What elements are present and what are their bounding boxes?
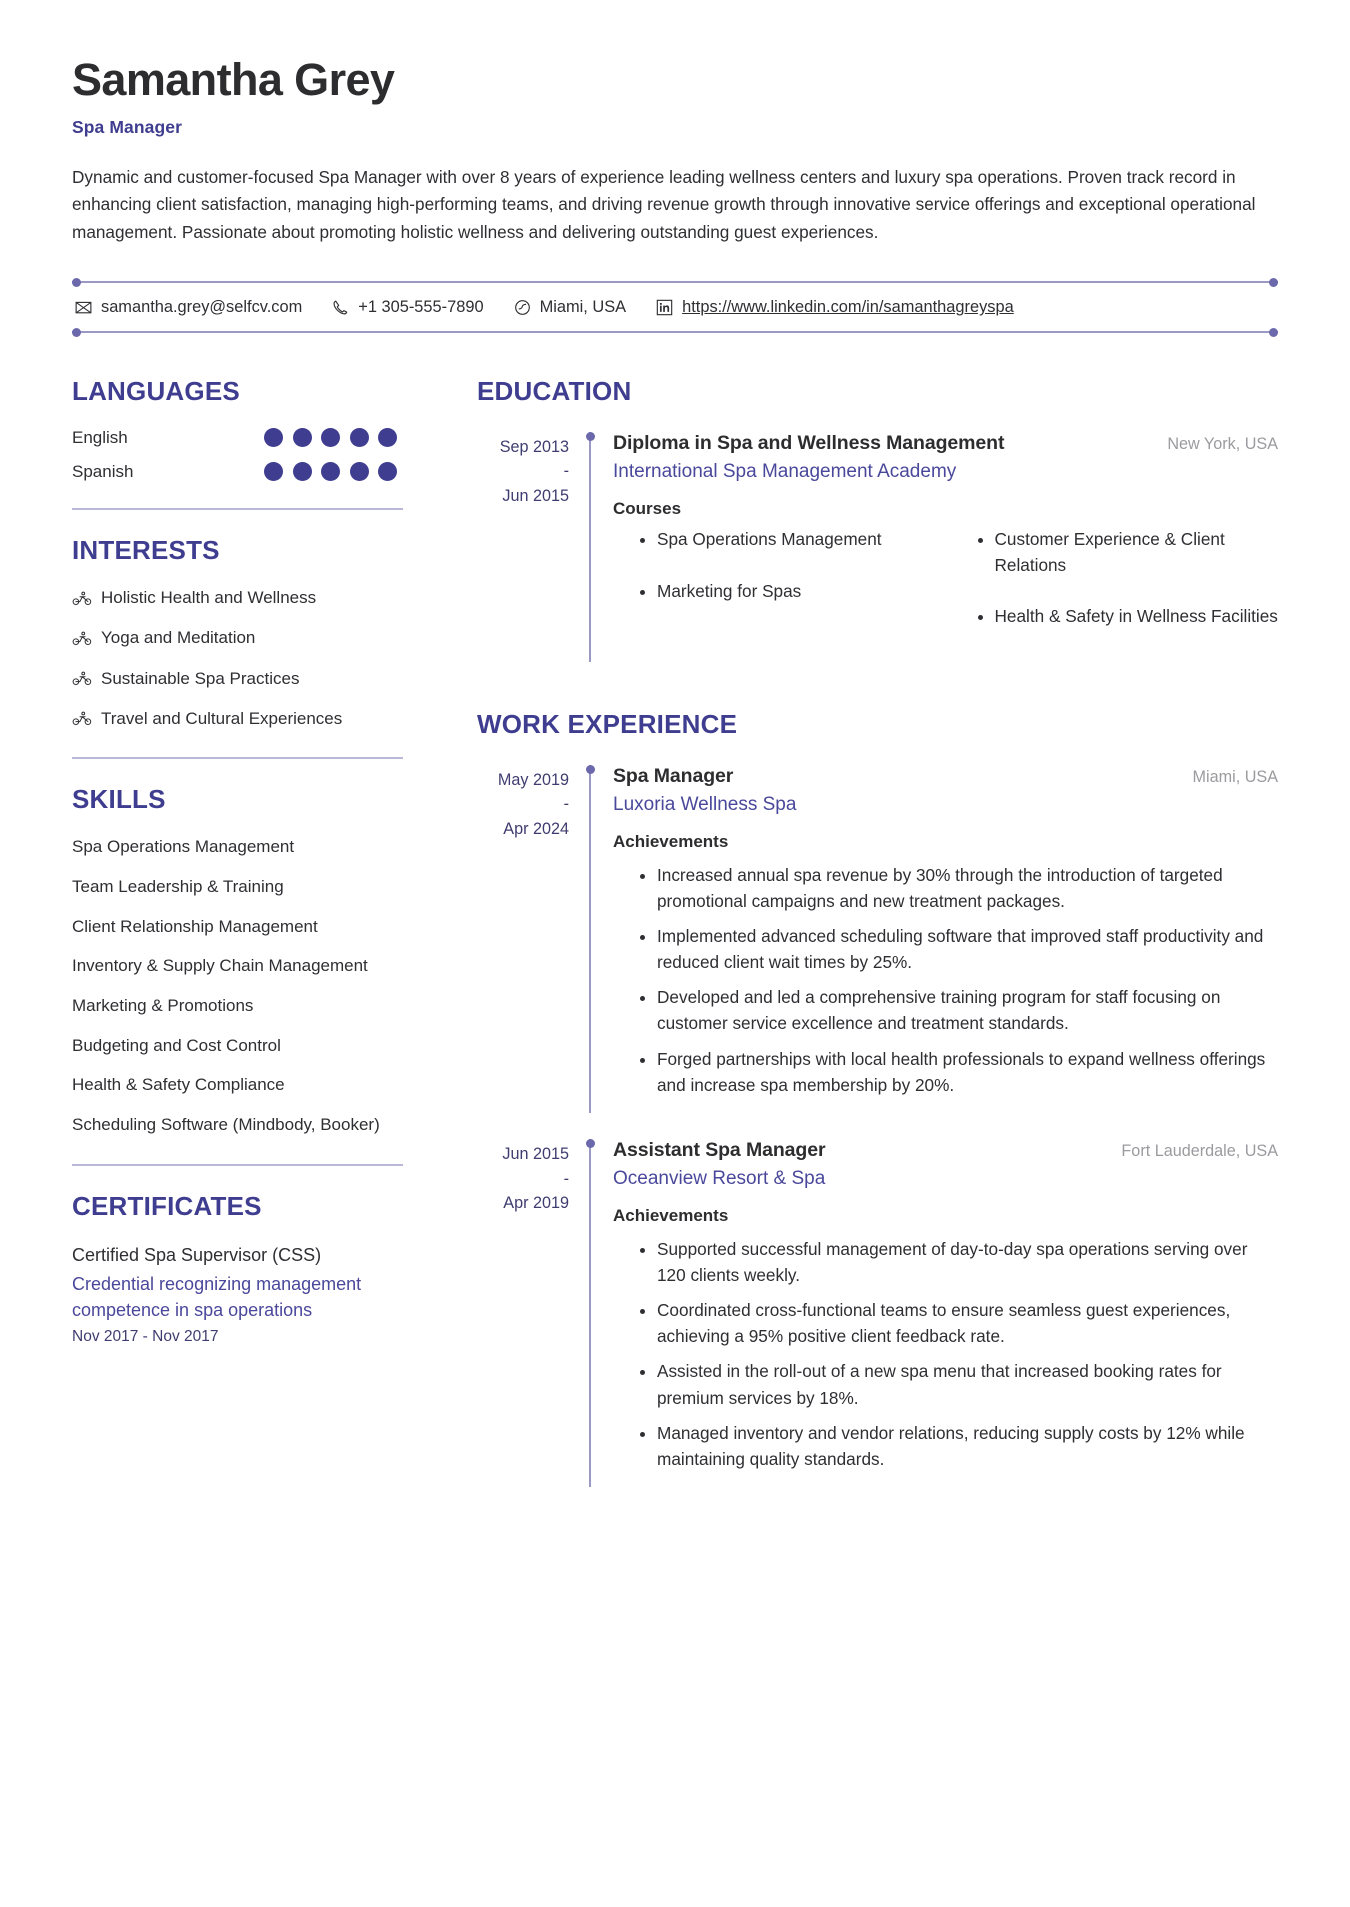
interest-item <box>72 667 403 691</box>
linkedin-icon <box>656 299 673 316</box>
achievements-list <box>613 1236 1278 1472</box>
professional-summary: Dynamic and customer-focused Spa Manager with over 8 years of experience leading wellness centers and luxury spa operations. Proven track record in enhancing client satisfaction, managing high-performing teams, and driving revenue growth through innovative service offerings and exceptional operational management. Passionate about promoting holistic wellness and delivering outstanding guest experiences. <box>72 166 1256 243</box>
education-body <box>613 432 1278 662</box>
envelope-icon <box>75 299 92 316</box>
candidate-name: Samantha Grey <box>72 54 395 105</box>
location-pin-icon <box>514 299 531 316</box>
work-dates <box>477 1139 589 1487</box>
certificates-section <box>72 1192 403 1346</box>
level-dot <box>293 428 312 447</box>
courses-column-right <box>951 527 1279 656</box>
left-column <box>72 377 417 1346</box>
bicycle-icon <box>72 669 92 689</box>
work-section <box>477 710 1278 1487</box>
skill-item: Team Leadership & Training <box>72 877 284 897</box>
language-item <box>72 462 403 482</box>
certificate-date: Nov 2017 - Nov 2017 <box>72 1328 219 1346</box>
achievement-item: • Managed inventory and vendor relations, reducing supply costs by 12% while maintaining quality standards. <box>657 1420 1278 1472</box>
education-location: New York, USA <box>1167 434 1278 453</box>
languages-heading: LANGUAGES <box>72 376 240 407</box>
language-level-dots <box>264 428 403 447</box>
resume-body <box>72 377 1278 1487</box>
courses-grid <box>613 527 1278 656</box>
contact-email-text: samantha.grey@selfcv.com <box>101 298 303 317</box>
skill-item: Scheduling Software (Mindbody, Booker) <box>72 1114 380 1134</box>
certificate-item <box>72 1242 403 1346</box>
achievement-item: • Increased annual spa revenue by 30% through the introduction of targeted promotional campaigns and new treatment packages. <box>657 862 1278 914</box>
bicycle-icon <box>72 588 92 608</box>
education-degree: Diploma in Spa and Wellness Management <box>613 431 1005 454</box>
skills-list <box>72 835 403 1137</box>
achievements-label: Achievements <box>613 831 729 851</box>
work-location: Fort Lauderdale, USA <box>1121 1141 1278 1160</box>
education-heading: EDUCATION <box>477 376 632 407</box>
work-job-title: Assistant Spa Manager <box>613 1138 826 1161</box>
work-head <box>613 1139 1278 1162</box>
contact-section <box>72 281 1278 333</box>
education-entry <box>477 432 1278 662</box>
interest-label: Sustainable Spa Practices <box>101 668 300 688</box>
courses-label: Courses <box>613 498 682 518</box>
work-entry <box>477 1139 1278 1487</box>
courses-column-left <box>613 527 941 656</box>
achievement-item: • Implemented advanced scheduling software that improved staff productivity and reduced client wait times by 25%. <box>657 923 1278 975</box>
work-company: Oceanview Resort & Spa <box>613 1167 826 1189</box>
work-body <box>613 765 1278 1113</box>
achievement-item: • Coordinated cross-functional teams to ensure seamless guest experiences, achieving a 95% positive client feedback rate. <box>657 1297 1278 1349</box>
left-divider-2 <box>72 757 403 759</box>
achievement-item: • Supported successful management of day-to-day spa operations serving over 120 clients weekly. <box>657 1236 1278 1288</box>
work-heading: WORK EXPERIENCE <box>477 709 738 740</box>
work-dates <box>477 765 589 1113</box>
skill-item: Health & Safety Compliance <box>72 1075 285 1095</box>
achievements-list <box>613 862 1278 1098</box>
certificate-description: Credential recognizing management competence in spa operations <box>72 1273 362 1321</box>
achievement-item: • Forged partnerships with local health professionals to expand wellness offerings and increase spa membership by 20%. <box>657 1046 1278 1098</box>
education-end-date: Jun 2015 <box>502 487 569 506</box>
candidate-job-title: Spa Manager <box>72 116 183 137</box>
skill-item: Budgeting and Cost Control <box>72 1035 281 1055</box>
work-entry <box>477 765 1278 1113</box>
course-item: • Health & Safety in Wellness Facilities <box>995 604 1279 630</box>
achievement-item: • Assisted in the roll-out of a new spa menu that increased booking rates for premium services by 18%. <box>657 1358 1278 1410</box>
interests-list <box>72 586 403 731</box>
skills-section <box>72 785 403 1138</box>
contact-phone-text: +1 305-555-7890 <box>358 298 484 317</box>
work-company: Luxoria Wellness Spa <box>613 793 797 815</box>
level-dot <box>350 462 369 481</box>
certificates-heading: CERTIFICATES <box>72 1190 262 1221</box>
work-body <box>613 1139 1278 1487</box>
skill-item: Inventory & Supply Chain Management <box>72 956 368 976</box>
contact-rule-top <box>72 281 1278 283</box>
education-dates <box>477 432 589 662</box>
language-item <box>72 428 403 448</box>
level-dot <box>264 428 283 447</box>
level-dot <box>321 428 340 447</box>
level-dot <box>264 462 283 481</box>
education-start-date: Sep 2013 <box>499 437 569 456</box>
work-start-date: Jun 2015 <box>502 1144 569 1163</box>
timeline-marker <box>589 432 591 662</box>
education-school: International Spa Management Academy <box>613 460 957 482</box>
language-level-dots <box>264 462 403 481</box>
level-dot <box>378 462 397 481</box>
interest-label: Holistic Health and Wellness <box>101 588 317 608</box>
interest-item <box>72 586 403 610</box>
language-name: Spanish <box>72 461 134 481</box>
level-dot <box>350 428 369 447</box>
work-start-date: May 2019 <box>497 770 569 789</box>
left-divider-1 <box>72 508 403 510</box>
skill-item: Marketing & Promotions <box>72 996 254 1016</box>
achievements-label: Achievements <box>613 1205 729 1225</box>
education-head <box>613 432 1278 455</box>
level-dot <box>321 462 340 481</box>
course-item: • Spa Operations Management <box>657 527 941 553</box>
level-dot <box>293 462 312 481</box>
contact-linkedin[interactable] <box>656 298 1014 317</box>
date-dash: - <box>563 462 569 481</box>
languages-list <box>72 428 403 482</box>
certificate-name: Certified Spa Supervisor (CSS) <box>72 1245 322 1266</box>
skills-heading: SKILLS <box>72 783 166 814</box>
interest-item <box>72 707 403 731</box>
work-end-date: Apr 2019 <box>503 1194 569 1213</box>
date-dash: - <box>563 1169 569 1188</box>
interest-item <box>72 626 403 650</box>
interest-label: Travel and Cultural Experiences <box>101 708 343 728</box>
skill-item: Spa Operations Management <box>72 837 295 857</box>
contact-linkedin-text[interactable]: https://www.linkedin.com/in/samanthagreyspa <box>682 298 1014 317</box>
course-item: • Marketing for Spas <box>657 579 941 605</box>
work-job-title: Spa Manager <box>613 764 734 787</box>
contact-phone[interactable] <box>332 298 483 317</box>
contact-row <box>72 283 1278 331</box>
interests-section <box>72 536 403 731</box>
interests-heading: INTERESTS <box>72 534 220 565</box>
phone-icon <box>332 299 349 316</box>
work-location: Miami, USA <box>1192 767 1278 786</box>
left-divider-3 <box>72 1164 403 1166</box>
timeline-marker <box>589 765 591 1113</box>
contact-email[interactable] <box>75 298 302 317</box>
bicycle-icon <box>72 629 92 649</box>
date-dash: - <box>563 795 569 814</box>
skill-item: Client Relationship Management <box>72 916 318 936</box>
right-column <box>417 377 1278 1487</box>
level-dot <box>378 428 397 447</box>
course-item: • Customer Experience & Client Relations <box>995 527 1279 579</box>
languages-section <box>72 377 403 482</box>
bicycle-icon <box>72 709 92 729</box>
work-head <box>613 765 1278 788</box>
interest-label: Yoga and Meditation <box>101 628 256 648</box>
education-section <box>477 377 1278 662</box>
contact-location <box>514 298 627 317</box>
contact-rule-bottom <box>72 331 1278 333</box>
language-name: English <box>72 427 128 447</box>
timeline-marker <box>589 1139 591 1487</box>
resume-header <box>72 56 1278 247</box>
achievement-item: • Developed and led a comprehensive training program for staff focusing on customer service excellence and treatment standards. <box>657 984 1278 1036</box>
contact-location-text: Miami, USA <box>539 298 627 317</box>
work-end-date: Apr 2024 <box>503 820 569 838</box>
